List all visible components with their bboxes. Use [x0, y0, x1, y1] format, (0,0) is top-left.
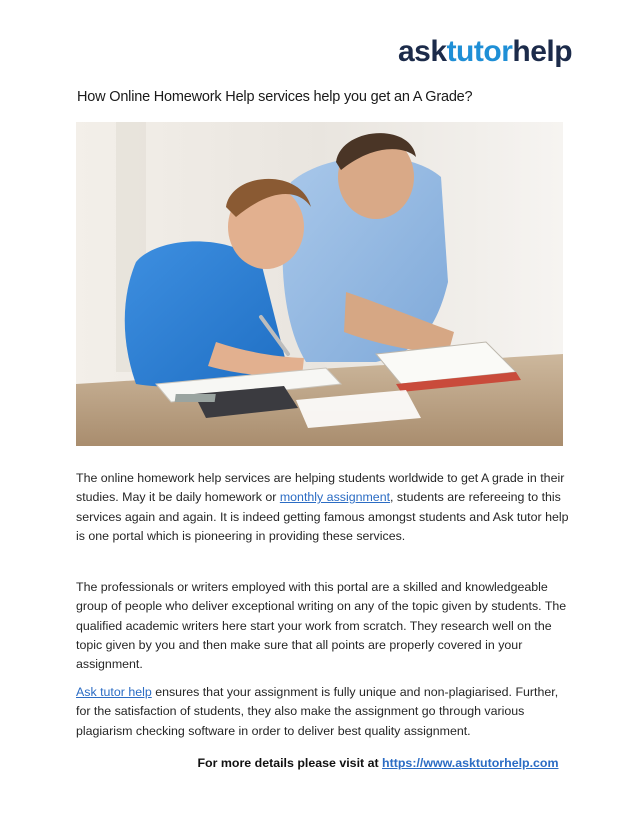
footer-contact-line: [0, 756, 638, 770]
asktutorhelp-logo: [398, 32, 573, 72]
monthly-assignment-link[interactable]: monthly assignment: [279, 490, 391, 505]
footer-website-link[interactable]: https://www.asktutorhelp.com: [382, 756, 559, 770]
logo-text-tutor: tutor: [446, 35, 513, 68]
paragraph-intro-text-start: The online homework help services are helping students worldwide to get A grade in their studies. May it be daily homework or: [76, 471, 565, 505]
paragraph-professionals: The professionals or writers employed with this portal are a skilled and knowledgeable group of people who deliver exceptional writing on any of the topic given by students. The qualified academic writers here start your work from scratch. They research well on the topic given by you and then make sure that all points are properly covered in your assignment.: [76, 580, 567, 672]
article-photo: [76, 122, 563, 446]
paragraph-plagiarism-text: ensures that your assignment is fully unique and non-plagiarised. Further, for the satisfaction of students, they also make the assignment go through various plagiarism checking software in order to deliver best quality assignment.: [76, 685, 559, 738]
paragraph-plagiarism: [76, 683, 571, 741]
logo-text-ask: ask: [398, 35, 447, 68]
article-title: How Online Homework Help services help you get an A Grade?: [77, 89, 473, 105]
paragraph-intro-text-end: , students are refereeing to this services again and again. It is indeed getting famous amongst students and Ask tutor help is one portal which is pioneering in providing these services.: [76, 490, 569, 543]
footer-text: For more details please visit at: [197, 756, 383, 770]
logo-text-help: help: [512, 35, 573, 68]
paragraph-intro: [76, 469, 571, 546]
ask-tutor-help-link[interactable]: Ask tutor help: [76, 685, 152, 699]
father-helping-son-with-homework-photo-icon: [76, 122, 563, 446]
